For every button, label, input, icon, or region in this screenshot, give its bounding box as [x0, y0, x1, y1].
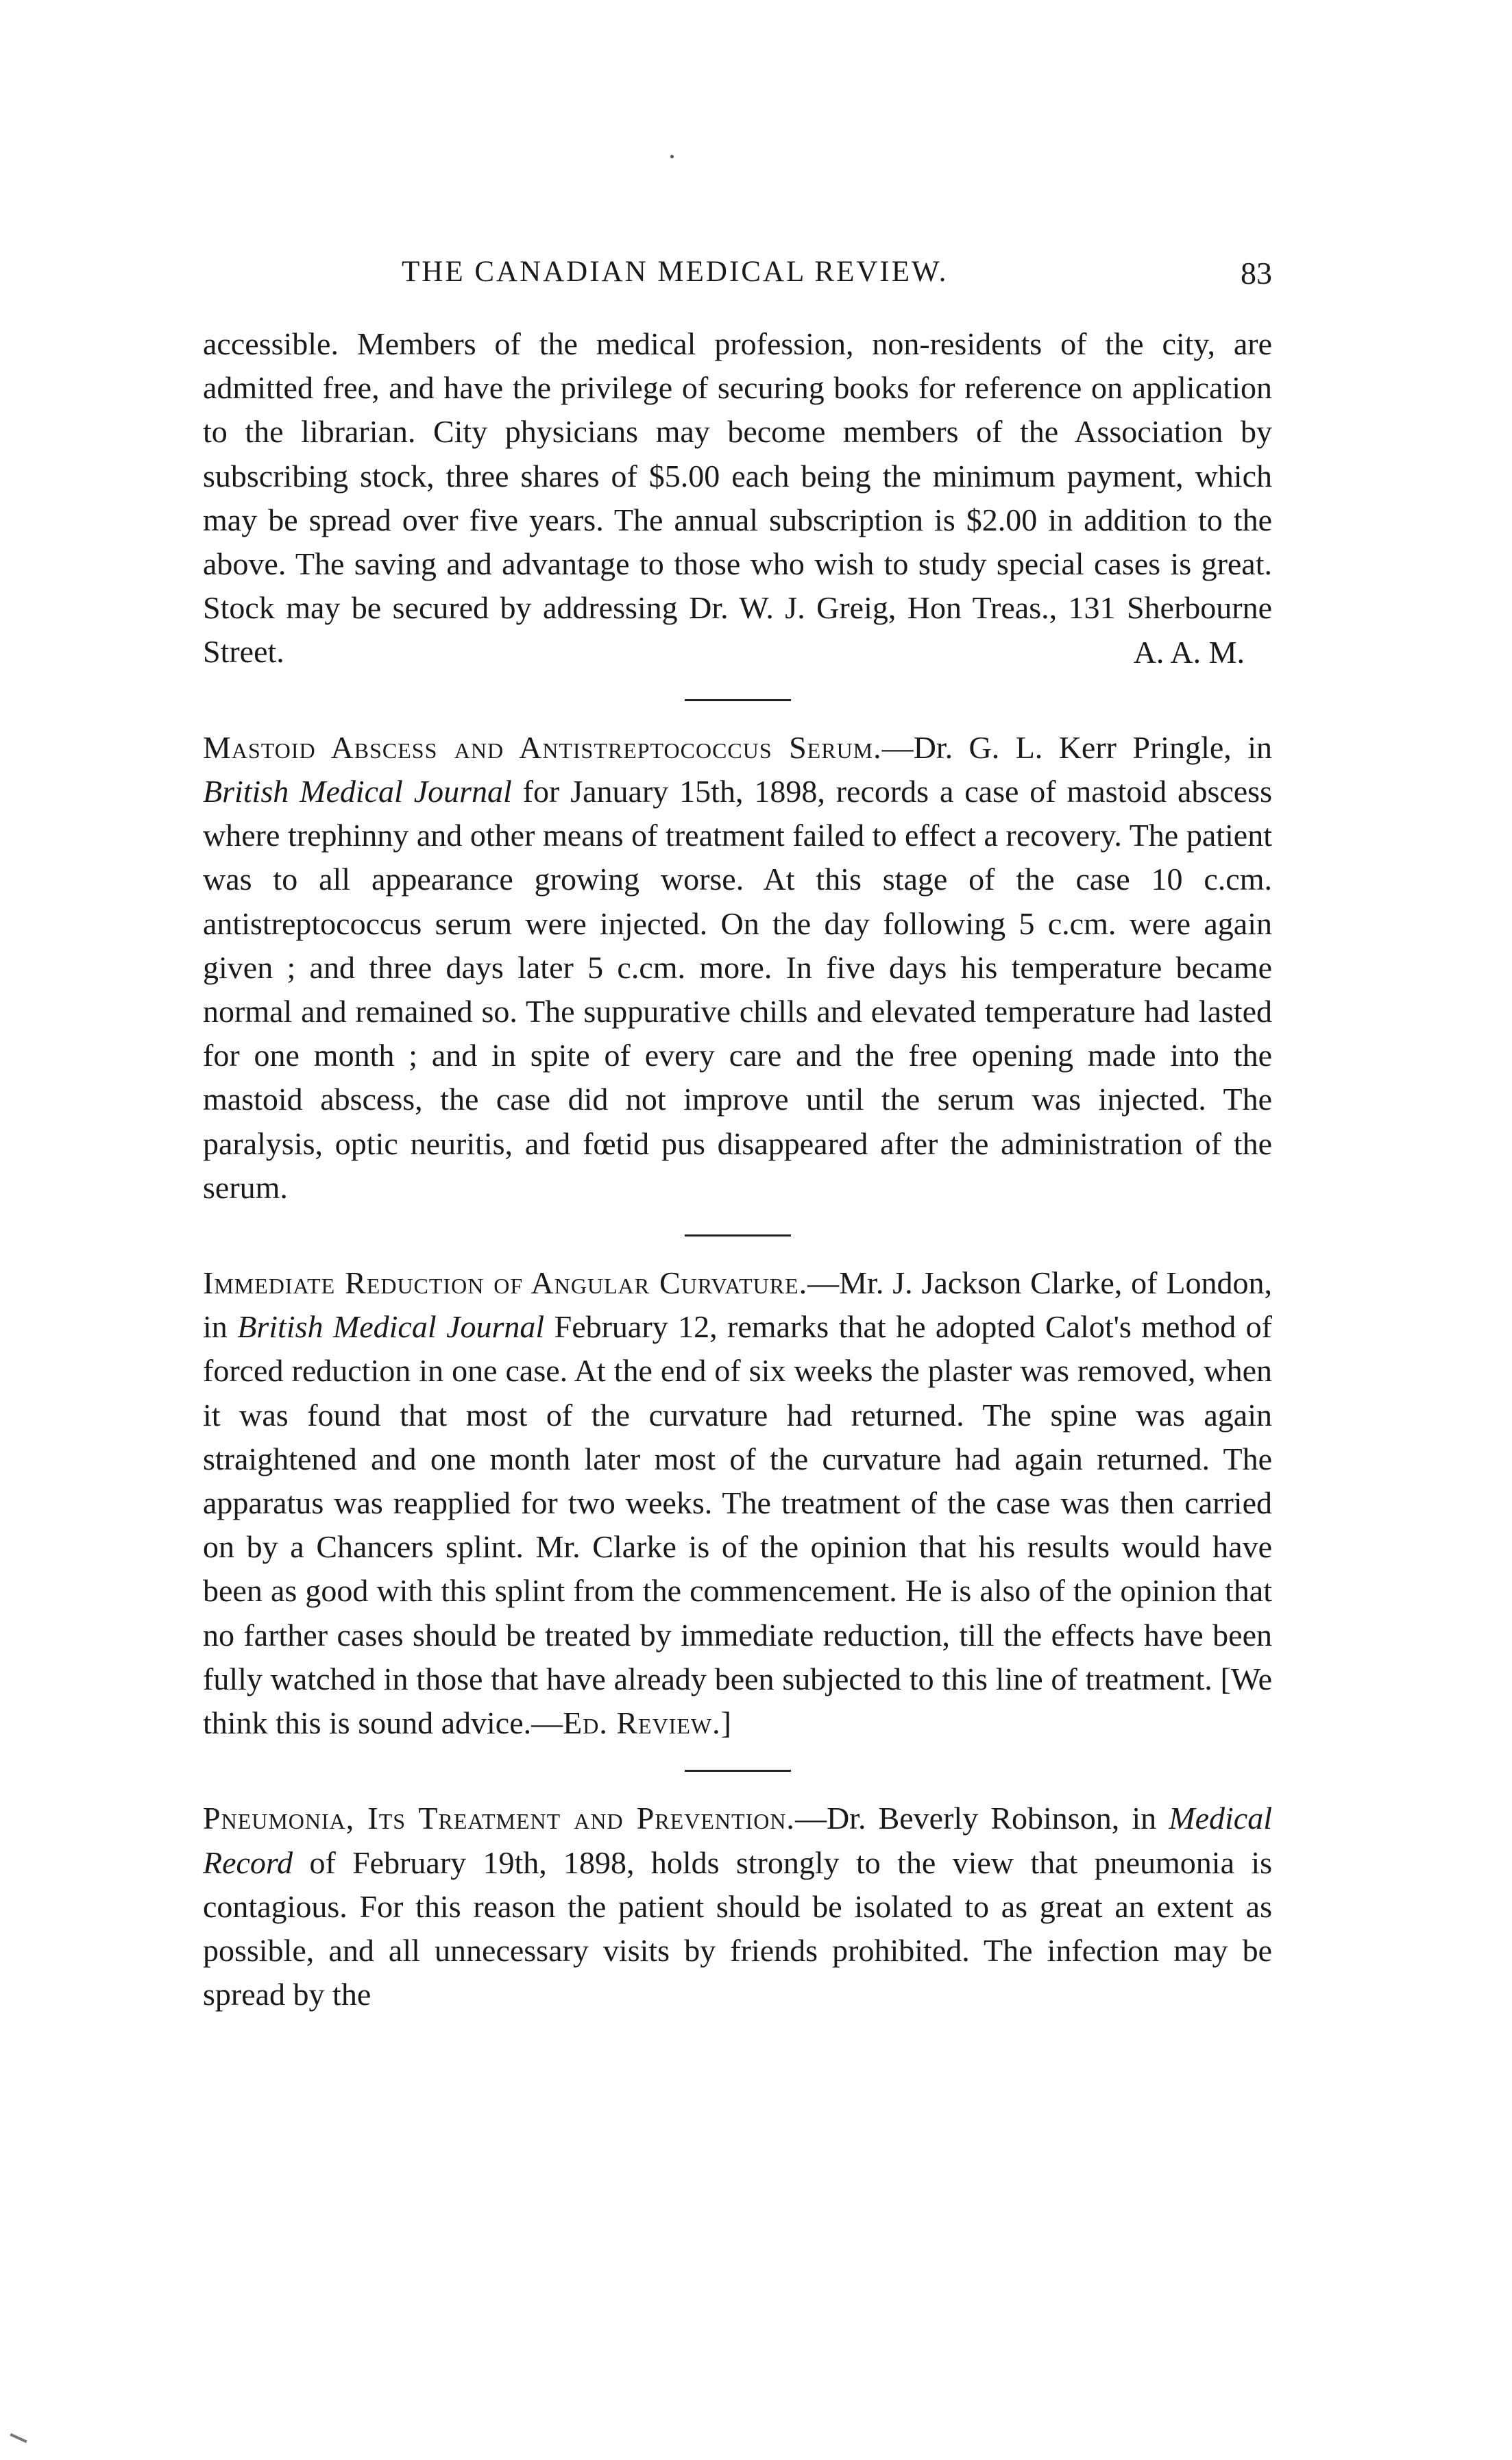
section-title: Mastoid Abscess and Antistreptococcus Serum. — [203, 729, 882, 765]
section-title: Pneumonia, Its Treatment and Prevention. — [203, 1801, 795, 1836]
article-body — [203, 322, 1272, 2017]
section-lead: —Dr. Beverly Robinson, in — [794, 1801, 1169, 1836]
section-divider — [685, 1234, 791, 1237]
paragraph-text: accessible. Members of the medical profession, non-residents of the city, are admitted free, and have the privilege of securing books for reference on application to the librarian. City physicians may become members of the Association by subscribing stock, three shares of $5.00 each being the minimum payment, which may be spread over five years. The annual subscription is $2.00 in addition to the above. The saving and advantage to those who wish to study special cases is great. Stock may be secured by addressing Dr. W. J. Greig, Hon Treas., 131 Sherbourne Street. — [203, 326, 1272, 670]
page-number: 83 — [1241, 256, 1272, 291]
paragraph-text: for January 15th, 1898, records a case of mastoid abscess where trephinny and other means of treatment failed to effect a recovery. The patient was to all appearance growing worse. At this stage of the case 10 c.cm. antistreptococcus serum were injected. On the day following 5 c.cm. were again given ; and three days later 5 c.cm. more. In five days his temperature became normal and remained so. The suppurative chills and elevated temperature had lasted for one month ; and in spite of every care and the free opening made into the mastoid abscess, the case did not improve until the serum was injected. The paralysis, optic neuritis, and fœtid pus disappeared after the administration of the serum. — [203, 774, 1272, 1205]
paragraph-angular-curvature — [203, 1261, 1272, 1745]
section-lead: —Mr. J. Jackson Clarke, of London, in — [203, 1265, 1272, 1345]
ink-speck — [10, 2433, 27, 2444]
running-head: THE CANADIAN MEDICAL REVIEW. — [402, 256, 949, 288]
paragraph-mastoid-abscess — [203, 726, 1272, 1210]
paragraph-text: of February 19th, 1898, holds strongly to the view that pneumonia is contagious. For this reason the patient should be isolated to as great an extent as possible, and all unnecessary visits by friends prohibited. The infection may be spread by the — [203, 1844, 1272, 2012]
page-header — [203, 255, 1272, 296]
editorial-signature: Ed. Review. — [563, 1705, 721, 1741]
section-divider — [685, 699, 791, 701]
page — [203, 0, 1272, 2460]
journal-title: British Medical Journal — [203, 774, 512, 809]
editorial-close: ] — [720, 1705, 731, 1741]
paragraph-library — [203, 322, 1272, 674]
editorial-note: [We think this is sound advice.— — [203, 1661, 1272, 1741]
section-divider — [685, 1770, 791, 1772]
signature: A. A. M. — [1133, 634, 1245, 670]
signature-line — [203, 631, 1272, 674]
paragraph-text: February 12, remarks that he adopted Calot's method of forced reduction in one case. At the end of six weeks the plaster was removed, when it was found that most of the curvature had returned. The spine was again straightened and one month later most of the curvature had again returned. The apparatus was reapplied for two weeks. The treatment of the case was then carried on by a Chancers splint. Mr. Clarke is of the opinion that his results would have been as good with this splint from the commencement. He is also of the opinion that no farther cases should be treated by immediate reduction, till the effects have been fully watched in those that have already been subjected to this line of treatment. — [203, 1309, 1273, 1696]
journal-title: Medical Record — [203, 1801, 1272, 1880]
section-lead: —Dr. G. L. Kerr Pringle, in — [881, 729, 1272, 765]
journal-title: British Medical Journal — [237, 1309, 545, 1345]
section-title: Immediate Reduction of Angular Curvature. — [203, 1265, 808, 1301]
paragraph-pneumonia — [203, 1797, 1272, 2017]
